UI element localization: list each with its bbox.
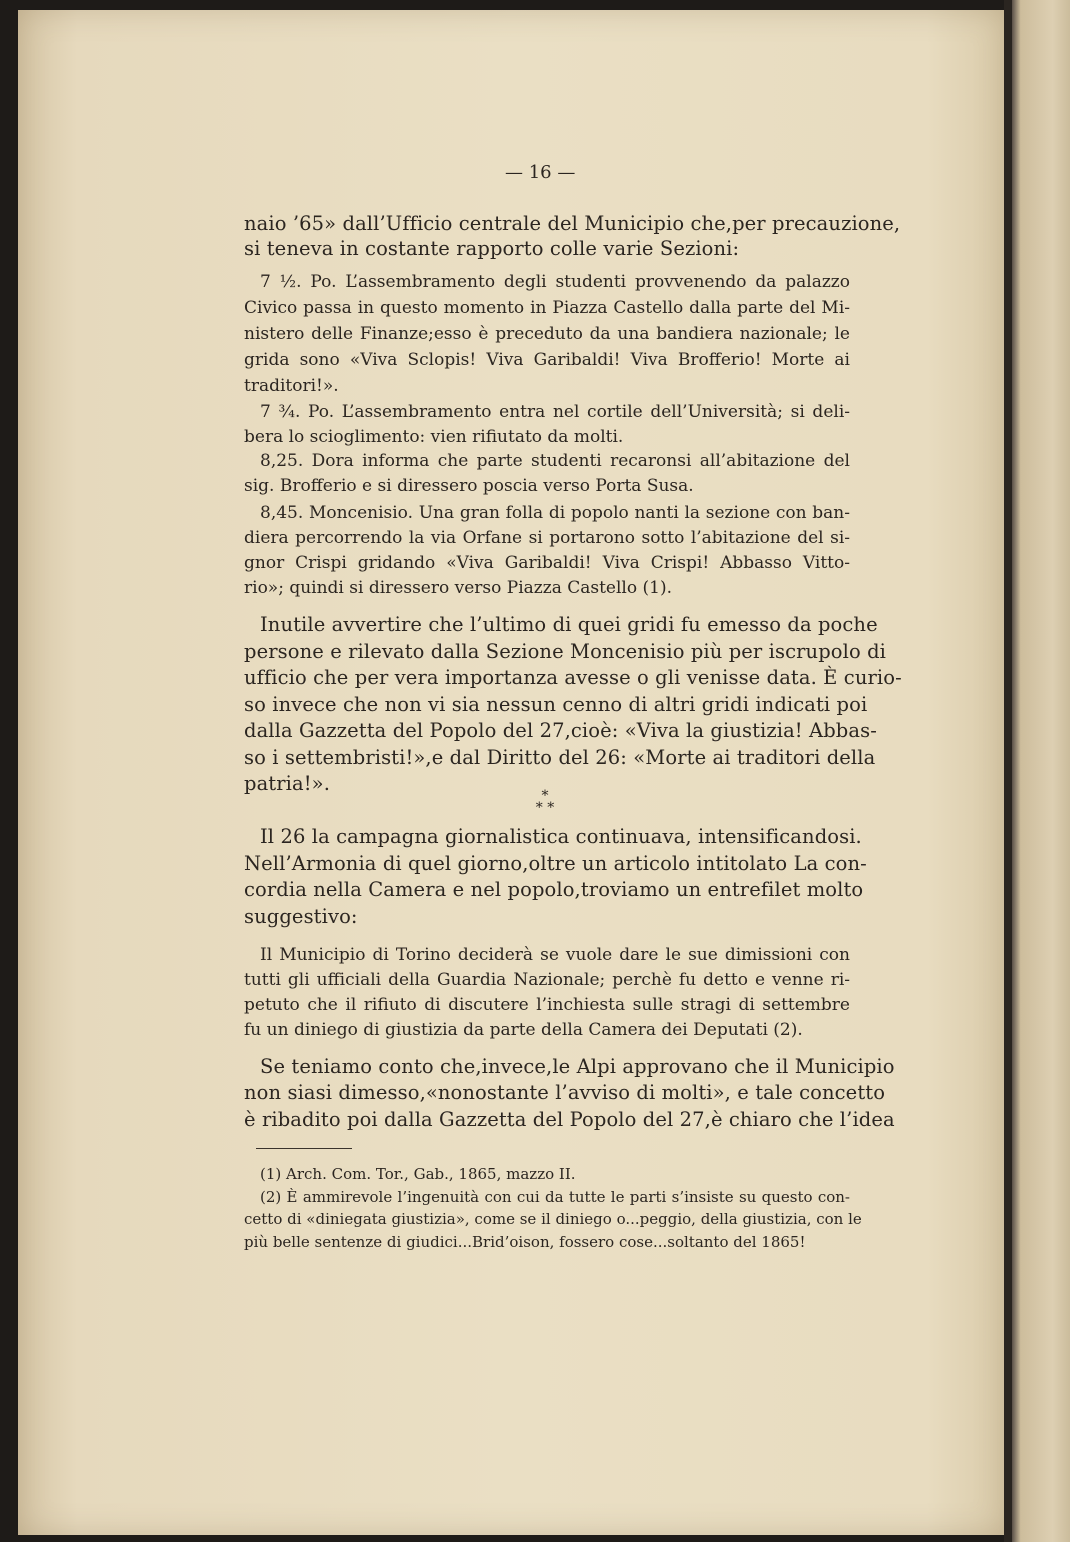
- text-line: rio»; quindi si diressero verso Piazza Castello (1).: [244, 578, 672, 598]
- text-line: patria!».: [244, 772, 330, 795]
- text-line: grida sono «Viva Sclopis! Viva Garibaldi! Viva Brofferio! Morte ai: [244, 350, 850, 370]
- footnote-line: (2) È ammirevole l’ingenuità con cui da tutte le parti s’insiste su questo con-: [260, 1188, 850, 1206]
- entry-label: 8,45. Moncenisio.: [260, 503, 414, 523]
- text-line: Civico passa in questo momento in Piazza Castello dalla parte del Mi-: [244, 298, 850, 318]
- text-line: persone e rilevato dalla Sezione Moncenisio più per iscrupolo di: [244, 640, 887, 663]
- text-line: sig. Brofferio e si diressero poscia verso Porta Susa.: [244, 476, 694, 496]
- text-line: so i settembristi!»,e dal Diritto del 26: «Morte ai traditori della: [244, 746, 876, 769]
- report-entry: 7 ¾. Po. L’assembramento entra nel cortile dell’Università; si deli-: [260, 402, 850, 422]
- text-line: Inutile avvertire che l’ultimo di quei gridi fu emesso da poche: [260, 613, 878, 636]
- text-line: so invece che non vi sia nessun cenno di altri gridi indicati poi: [244, 693, 868, 716]
- footnote-line: (1) Arch. Com. Tor., Gab., 1865, mazzo II.: [260, 1165, 576, 1183]
- text-line: traditori!».: [244, 376, 339, 396]
- text-line: diera percorrendo la via Orfane si portarono sotto l’abitazione del si-: [244, 528, 850, 548]
- page-number: — 16 —: [505, 162, 576, 183]
- text-line: nistero delle Finanze;esso è preceduto da una bandiera nazionale; le: [244, 324, 850, 344]
- report-entry: 7 ½. Po. L’assembramento degli studenti provvenendo da palazzo: [260, 272, 850, 292]
- text-line: naio ’65» dall’Ufficio centrale del Municipio che,per precauzione,: [244, 212, 901, 235]
- footnote-rule: [256, 1148, 352, 1149]
- text-line: si teneva in costante rapporto colle varie Sezioni:: [244, 237, 740, 260]
- text-line: ufficio che per vera importanza avesse o gli venisse data. È curio-: [244, 666, 902, 689]
- text-line: dalla Gazzetta del Popolo del 27,cioè: «Viva la giustizia! Abbas-: [244, 719, 877, 742]
- report-entry: 8,25. Dora informa che parte studenti recaronsi all’abitazione del: [260, 451, 850, 471]
- footnote-line: cetto di «diniegata giustizia», come se il diniego o...peggio, della giustizia, con le: [244, 1210, 862, 1228]
- entry-label: 7 ½. Po.: [260, 272, 337, 292]
- entry-label: 8,25. Dora: [260, 451, 354, 471]
- adjacent-page-edge: [1012, 0, 1070, 1542]
- text-line: cordia nella Camera e nel popolo,troviamo un entrefilet molto: [244, 878, 864, 901]
- text-line: Nell’Armonia di quel giorno,oltre un articolo intitolato La con-: [244, 852, 867, 875]
- text-line: non siasi dimesso,«nonostante l’avviso di molti», e tale concetto: [244, 1081, 886, 1104]
- text-line: è ribadito poi dalla Gazzetta del Popolo del 27,è chiaro che l’idea: [244, 1108, 895, 1131]
- quote-line: Il Municipio di Torino deciderà se vuole dare le sue dimissioni con: [260, 945, 850, 965]
- section-asterism: * * *: [535, 788, 555, 816]
- text-line: Se teniamo conto che,invece,le Alpi approvano che il Municipio: [260, 1055, 895, 1078]
- quote-line: petuto che il rifiuto di discutere l’inchiesta sulle stragi di settembre: [244, 995, 850, 1015]
- quote-line: tutti gli ufficiali della Guardia Nazionale; perchè fu detto e venne ri-: [244, 970, 850, 990]
- entry-label: 7 ¾. Po.: [260, 402, 335, 422]
- text-line: Il 26 la campagna giornalistica continuava, intensificandosi.: [260, 825, 862, 848]
- text-line: gnor Crispi gridando «Viva Garibaldi! Viva Crispi! Abbasso Vitto-: [244, 553, 850, 573]
- quote-line: fu un diniego di giustizia da parte della Camera dei Deputati (2).: [244, 1020, 803, 1040]
- text-line: bera lo scioglimento: vien rifiutato da molti.: [244, 427, 624, 447]
- report-entry: 8,45. Moncenisio. Una gran folla di popolo nanti la sezione con ban-: [260, 503, 850, 523]
- text-line: suggestivo:: [244, 905, 358, 928]
- footnote-line: più belle sentenze di giudici...Brid’oison, fossero cose...soltanto del 1865!: [244, 1233, 806, 1251]
